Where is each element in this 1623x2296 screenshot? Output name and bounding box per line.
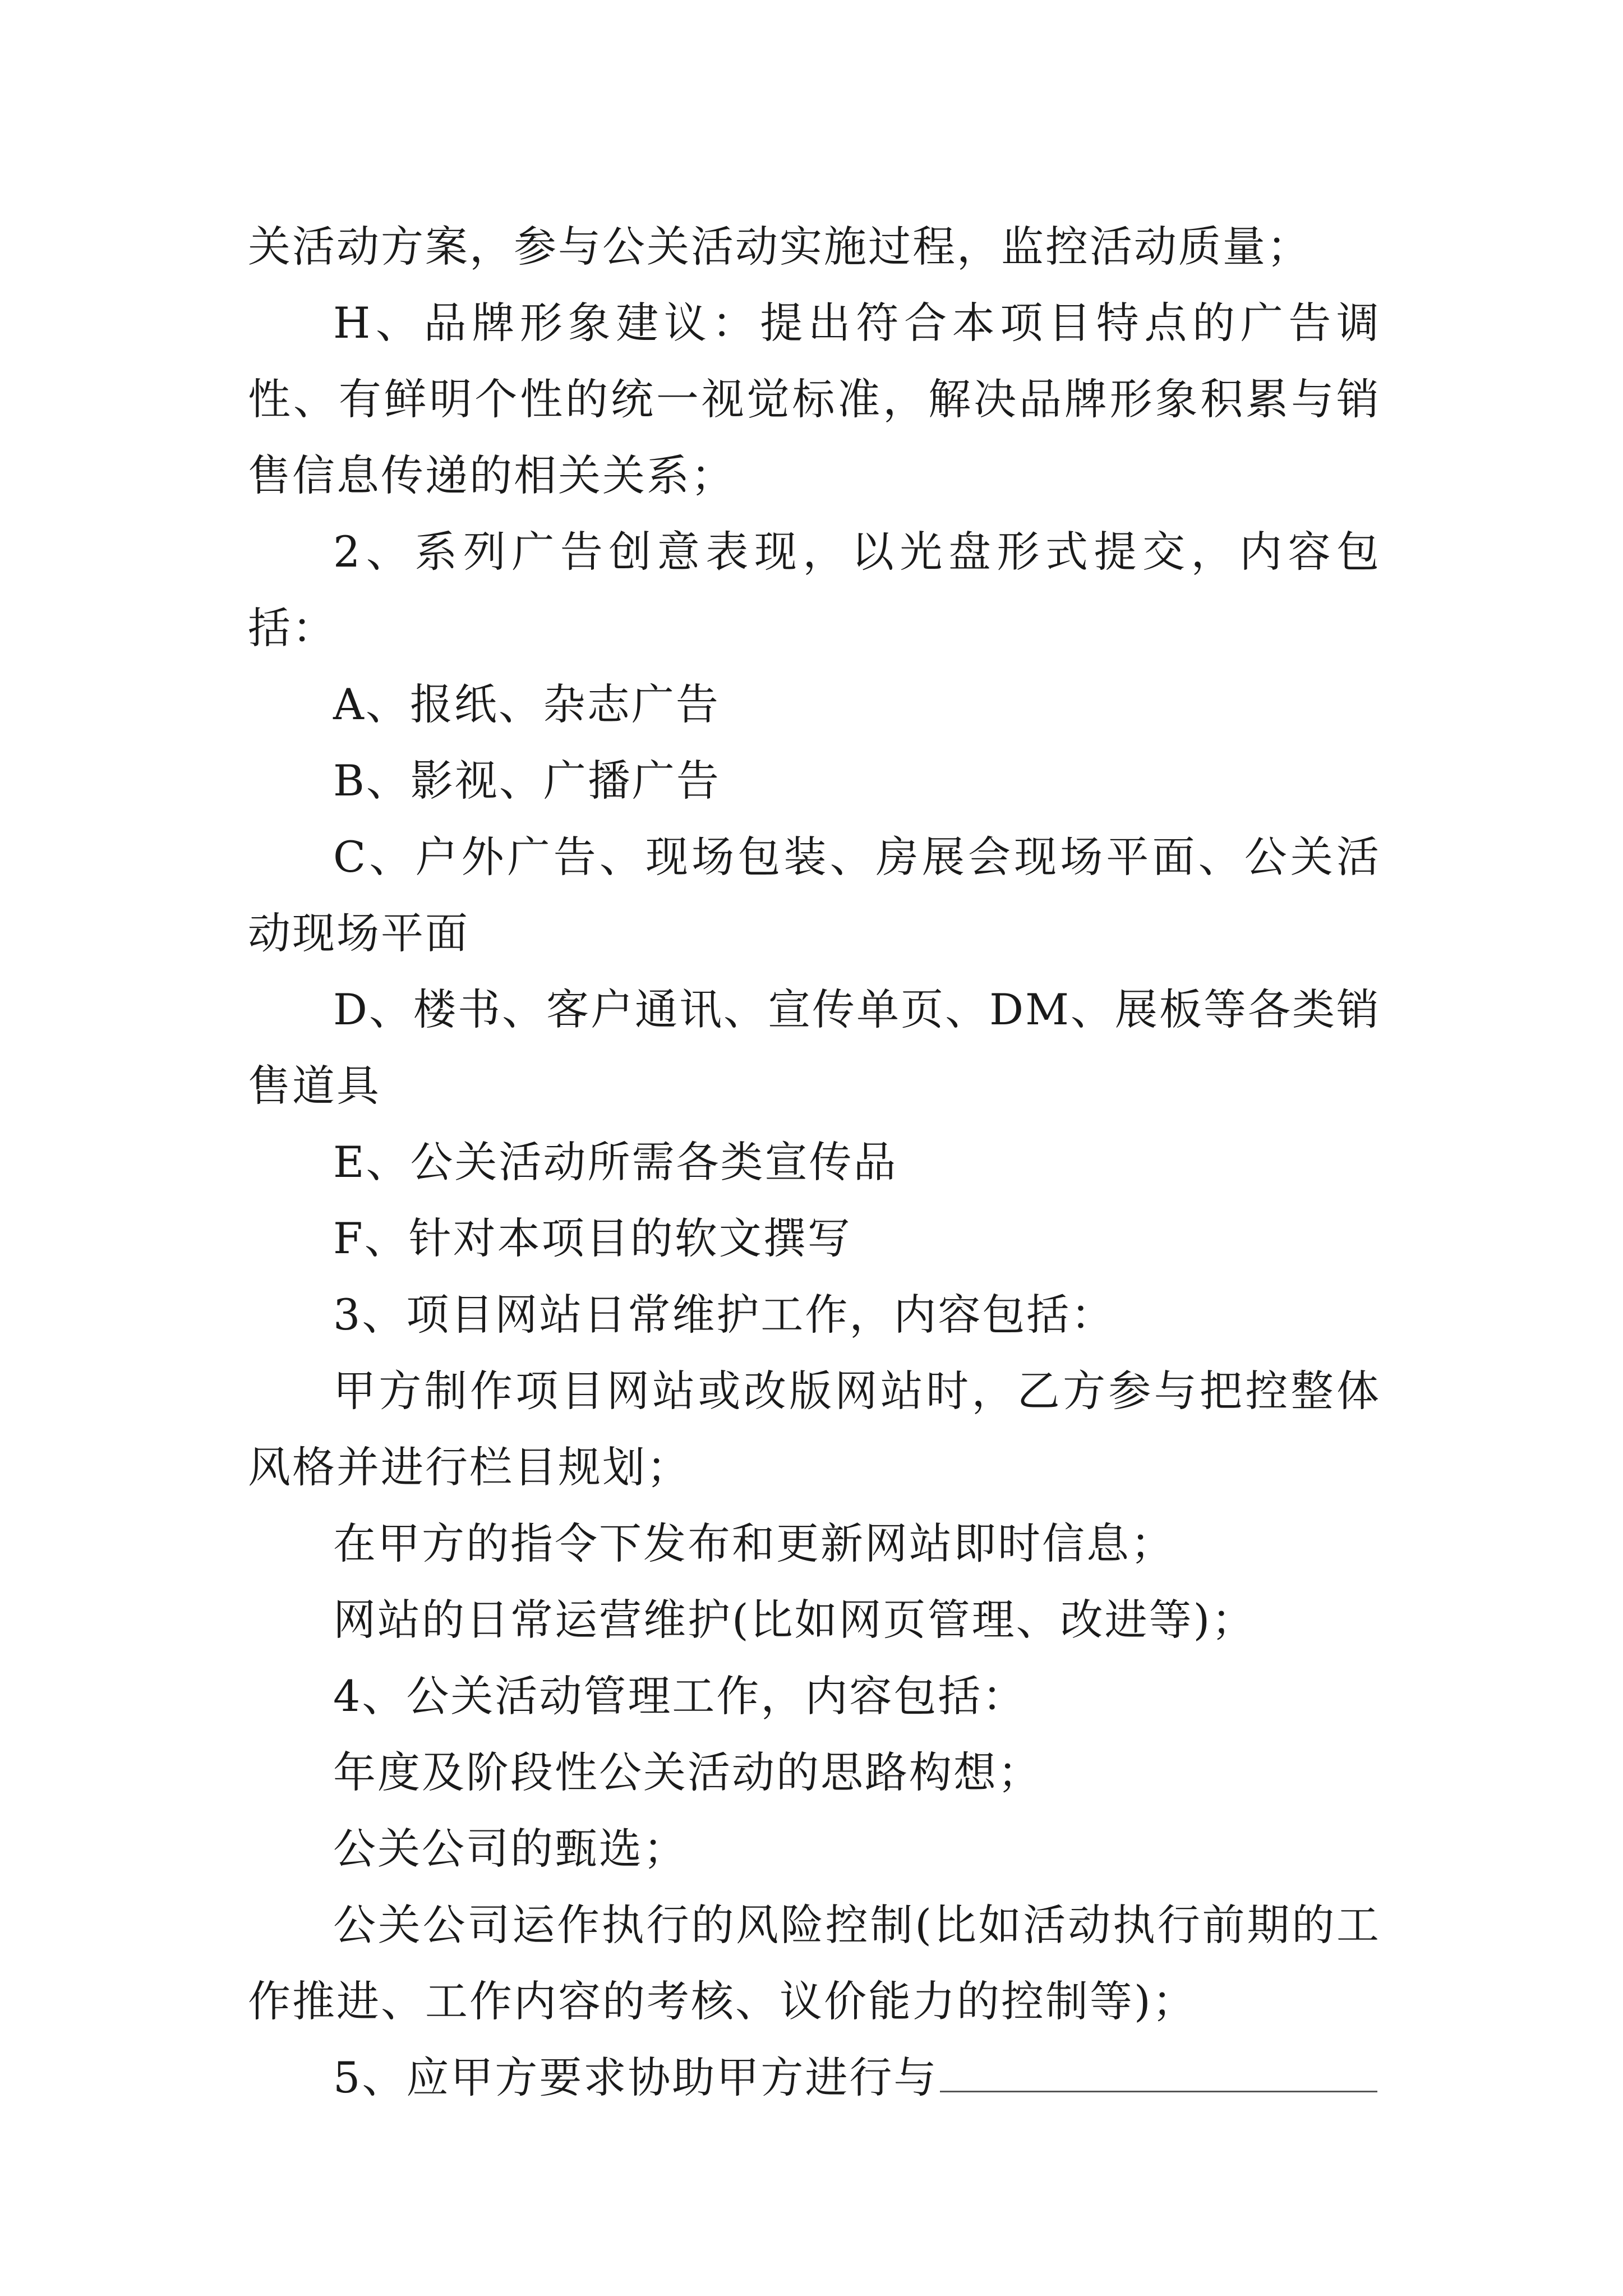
paragraph-ad-creative: 2、系列广告创意表现，以光盘形式提交，内容包括： bbox=[248, 527, 1381, 653]
paragraph-assist-party-a bbox=[248, 2040, 1381, 2116]
fill-in-blank-line bbox=[940, 2051, 1377, 2092]
paragraph-item-e: E、公关活动所需各类宣传品 bbox=[333, 1137, 898, 1187]
paragraph-pr-management: 4、公关活动管理工作，内容包括： bbox=[333, 1671, 1027, 1721]
paragraph-item-b: B、影视、广播广告 bbox=[333, 756, 721, 806]
paragraph-website-maintenance: 3、项目网站日常维护工作，内容包括： bbox=[333, 1290, 1115, 1340]
paragraph-item-c: C、户外广告、现场包装、房展会现场平面、公关活动现场平面 bbox=[248, 832, 1381, 958]
document-body bbox=[248, 209, 1381, 2116]
paragraph-pr-selection: 公关公司的甄选； bbox=[333, 1824, 688, 1874]
paragraph-pr-planning: 年度及阶段性公关活动的思路构想； bbox=[333, 1747, 1042, 1797]
paragraph-continuation: 关活动方案，参与公关活动实施过程，监控活动质量； bbox=[248, 222, 1311, 272]
paragraph-item-d: D、楼书、客户通讯、宣传单页、DM、展板等各类销售道具 bbox=[248, 984, 1381, 1111]
paragraph-pr-risk-control: 公关公司运作执行的风险控制(比如活动执行前期的工作推进、工作内容的考核、议价能力的控制等)； bbox=[248, 1900, 1381, 2026]
paragraph-assist-text: 5、应甲方要求协助甲方进行与 bbox=[333, 2053, 938, 2102]
paragraph-website-operation: 网站的日常运营维护(比如网页管理、改进等)； bbox=[333, 1595, 1256, 1645]
paragraph-item-a: A、报纸、杂志广告 bbox=[333, 679, 720, 729]
paragraph-brand-image: H、品牌形象建议：提出符合本项目特点的广告调性、有鲜明个性的统一视觉标准，解决品牌形象积累与销售信息传递的相关关系； bbox=[248, 298, 1381, 500]
paragraph-website-publish: 在甲方的指令下发布和更新网站即时信息； bbox=[333, 1519, 1175, 1568]
paragraph-item-f: F、针对本项目的软文撰写 bbox=[333, 1213, 852, 1263]
paragraph-website-redesign: 甲方制作项目网站或改版网站时，乙方参与把控整体风格并进行栏目规划； bbox=[248, 1366, 1381, 1492]
